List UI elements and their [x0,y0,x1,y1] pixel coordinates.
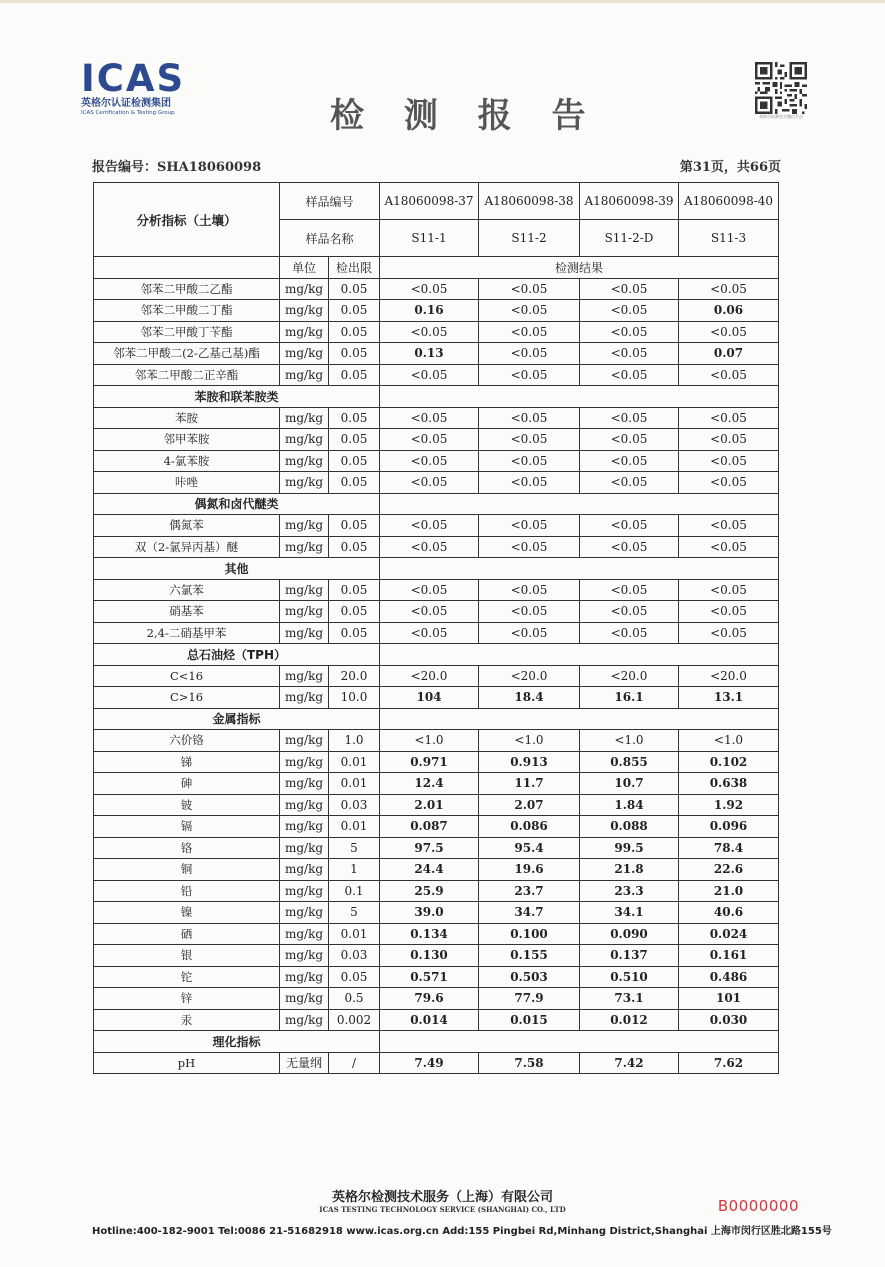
limit-cell: 0.002 [329,1009,380,1031]
result-cell: <0.05 [580,472,679,494]
result-cell: 7.58 [479,1052,580,1074]
unit-cell: mg/kg [280,622,329,644]
result-cell: <1.0 [479,730,580,752]
unit-cell: mg/kg [280,966,329,988]
analyte-name: 邻苯二甲酸二(2-乙基己基)酯 [94,343,280,365]
limit-cell: 0.05 [329,321,380,343]
limit-cell: 0.05 [329,472,380,494]
result-cell: <0.05 [380,429,479,451]
unit-cell: mg/kg [280,665,329,687]
limit-cell: 0.01 [329,923,380,945]
table-row [94,300,779,322]
unit-cell: mg/kg [280,923,329,945]
result-cell: <0.05 [380,472,479,494]
result-cell: <0.05 [479,321,580,343]
result-cell: <0.05 [679,515,779,537]
section-blank [380,493,779,515]
section-title: 其他 [94,558,380,580]
table-row [94,450,779,472]
limit-cell: 0.05 [329,407,380,429]
limit-cell: 0.5 [329,988,380,1010]
section-title: 金属指标 [94,708,380,730]
result-cell: <0.05 [679,622,779,644]
result-cell: <0.05 [479,622,580,644]
result-cell: <0.05 [580,622,679,644]
limit-cell: 0.05 [329,429,380,451]
result-cell: 0.134 [380,923,479,945]
result-cell: 12.4 [380,773,479,795]
result-cell: 0.014 [380,1009,479,1031]
results-table-body [94,183,779,1074]
result-cell: 34.7 [479,902,580,924]
sample-id-cell: A18060098-38 [479,183,580,220]
analyte-name: pH [94,1052,280,1074]
unit-cell: mg/kg [280,536,329,558]
result-cell: <0.05 [679,450,779,472]
unit-cell: mg/kg [280,601,329,623]
result-cell: 0.130 [380,945,479,967]
result-cell: 7.62 [679,1052,779,1074]
limit-cell: 0.05 [329,536,380,558]
limit-cell: 0.05 [329,364,380,386]
result-cell: <0.05 [679,601,779,623]
result-cell: 0.102 [679,751,779,773]
result-cell: 22.6 [679,859,779,881]
table-row [94,773,779,795]
analyte-name: 铜 [94,859,280,881]
analyte-name: C>16 [94,687,280,709]
table-row [94,343,779,365]
analyte-name: 硒 [94,923,280,945]
analysis-label: 分析指标（土壤） [94,183,280,257]
result-cell: 0.030 [679,1009,779,1031]
sample-name-cell: S11-3 [679,220,779,257]
footer-company-en: ICAS TESTING TECHNOLOGY SERVICE (SHANGHAI) CO., LTD [319,1205,566,1214]
result-cell: 19.6 [479,859,580,881]
result-cell: <0.05 [380,622,479,644]
unit-label: 单位 [280,257,329,279]
result-cell: 97.5 [380,837,479,859]
analyte-name: 2,4-二硝基甲苯 [94,622,280,644]
table-row [94,859,779,881]
unit-cell: mg/kg [280,450,329,472]
analyte-name: 铬 [94,837,280,859]
result-cell: 1.84 [580,794,679,816]
result-cell: 21.8 [580,859,679,881]
section-row [94,493,779,515]
table-row [94,536,779,558]
analyte-name: 砷 [94,773,280,795]
unit-cell: mg/kg [280,902,329,924]
table-row [94,622,779,644]
unit-cell: mg/kg [280,1009,329,1031]
footer-company-cn: 英格尔检测技术服务（上海）有限公司 [331,1190,553,1205]
limit-cell: 0.05 [329,278,380,300]
result-cell: <0.05 [479,343,580,365]
analyte-name: 银 [94,945,280,967]
result-cell: <0.05 [580,536,679,558]
unit-cell: mg/kg [280,429,329,451]
table-row [94,945,779,967]
limit-cell: 0.05 [329,579,380,601]
company-logo [81,57,193,122]
header-row-units [94,257,779,279]
table-row [94,407,779,429]
limit-cell: 0.05 [329,601,380,623]
limit-cell: 1 [329,859,380,881]
result-cell: <0.05 [679,579,779,601]
analyte-name: 六价铬 [94,730,280,752]
analyte-name: 锑 [94,751,280,773]
result-cell: 2.07 [479,794,580,816]
limit-cell: 0.05 [329,966,380,988]
qr-caption: 英格尔检测官方微信平台 [759,114,803,119]
table-row [94,665,779,687]
result-cell: <0.05 [679,536,779,558]
section-blank [380,386,779,408]
result-cell: 0.07 [679,343,779,365]
result-cell: 1.92 [679,794,779,816]
result-cell: 99.5 [580,837,679,859]
result-cell: 24.4 [380,859,479,881]
result-cell: 0.155 [479,945,580,967]
limit-cell: 0.05 [329,300,380,322]
result-label: 检测结果 [380,257,779,279]
sample-id-label: 样品编号 [280,183,380,220]
blank-cell [94,257,280,279]
result-cell: <0.05 [580,579,679,601]
result-cell: <0.05 [380,278,479,300]
unit-cell: mg/kg [280,364,329,386]
table-row [94,429,779,451]
unit-cell: mg/kg [280,278,329,300]
analyte-name: 4-氯苯胺 [94,450,280,472]
limit-label: 检出限 [329,257,380,279]
unit-cell: mg/kg [280,515,329,537]
report-number: 报告编号：SHA18060098 [92,160,262,175]
table-row [94,966,779,988]
unit-cell: mg/kg [280,880,329,902]
result-cell: 0.16 [380,300,479,322]
result-cell: <0.05 [679,278,779,300]
result-cell: 0.971 [380,751,479,773]
footer-code: B0000000 [717,1197,799,1215]
result-cell: <0.05 [380,364,479,386]
result-cell: <0.05 [479,300,580,322]
limit-cell: 5 [329,902,380,924]
analyte-name: 邻苯二甲酸二丁酯 [94,300,280,322]
analyte-name: 六氯苯 [94,579,280,601]
limit-cell: 0.01 [329,751,380,773]
result-cell: 78.4 [679,837,779,859]
result-cell: <0.05 [380,536,479,558]
qr-code-icon [755,62,807,114]
logo-chinese-name: 英格尔认证检测集团 [81,98,171,109]
unit-cell: mg/kg [280,816,329,838]
section-row [94,386,779,408]
section-title: 苯胺和联苯胺类 [94,386,380,408]
result-cell: <0.05 [679,407,779,429]
result-cell: <20.0 [479,665,580,687]
result-cell: 23.7 [479,880,580,902]
analyte-name: 镍 [94,902,280,924]
result-cell: <0.05 [479,407,580,429]
section-blank [380,644,779,666]
result-cell: 0.012 [580,1009,679,1031]
unit-cell: mg/kg [280,794,329,816]
table-row [94,751,779,773]
result-cell: 25.9 [380,880,479,902]
section-blank [380,708,779,730]
top-rule [0,0,885,3]
result-cell: 40.6 [679,902,779,924]
analyte-name: 铍 [94,794,280,816]
logo-english-name: ICAS Certification & Testing Group [81,110,175,116]
sample-id-cell: A18060098-40 [679,183,779,220]
analyte-name: 邻苯二甲酸丁苄酯 [94,321,280,343]
result-cell: <0.05 [580,450,679,472]
analyte-name: 苯胺 [94,407,280,429]
table-row [94,472,779,494]
result-cell: <1.0 [580,730,679,752]
result-cell: 0.503 [479,966,580,988]
result-cell: 7.49 [380,1052,479,1074]
result-cell: <0.05 [580,300,679,322]
table-row [94,1009,779,1031]
table-row [94,816,779,838]
analyte-name: 镉 [94,816,280,838]
result-cell: 10.7 [580,773,679,795]
unit-cell: mg/kg [280,751,329,773]
result-cell: <0.05 [580,321,679,343]
result-cell: <0.05 [479,536,580,558]
table-row [94,1052,779,1074]
result-cell: 34.1 [580,902,679,924]
result-cell: 0.100 [479,923,580,945]
limit-cell: / [329,1052,380,1074]
analyte-name: 邻甲苯胺 [94,429,280,451]
result-cell: <0.05 [380,321,479,343]
analyte-name: C<16 [94,665,280,687]
result-cell: <20.0 [380,665,479,687]
limit-cell: 0.03 [329,945,380,967]
result-cell: <0.05 [580,429,679,451]
result-cell: 39.0 [380,902,479,924]
result-cell: <0.05 [380,601,479,623]
result-cell: 0.088 [580,816,679,838]
result-cell: 0.510 [580,966,679,988]
table-row [94,687,779,709]
result-cell: <0.05 [479,429,580,451]
limit-cell: 0.03 [329,794,380,816]
sample-name-label: 样品名称 [280,220,380,257]
result-cell: 0.086 [479,816,580,838]
result-cell: 0.161 [679,945,779,967]
sample-name-cell: S11-1 [380,220,479,257]
result-cell: <0.05 [580,601,679,623]
result-cell: <0.05 [380,450,479,472]
result-cell: <0.05 [380,579,479,601]
limit-cell: 0.1 [329,880,380,902]
limit-cell: 0.01 [329,773,380,795]
section-title: 总石油烃（TPH） [94,644,380,666]
result-cell: 7.42 [580,1052,679,1074]
footer-contact: Hotline:400-182-9001 Tel:0086 21-51682918 www.icas.org.cn Add:155 Pingbei Rd,Minhang District,Shanghai 上海市闵行区胜北路155号 [92,1226,832,1237]
unit-cell: mg/kg [280,859,329,881]
limit-cell: 0.05 [329,343,380,365]
limit-cell: 0.05 [329,622,380,644]
limit-cell: 0.01 [329,816,380,838]
table-row [94,902,779,924]
result-cell: <0.05 [679,429,779,451]
analyte-name: 邻苯二甲酸二正辛酯 [94,364,280,386]
limit-cell: 0.05 [329,450,380,472]
table-row [94,880,779,902]
result-cell: <0.05 [479,579,580,601]
sample-name-cell: S11-2 [479,220,580,257]
table-row [94,364,779,386]
result-cell: <0.05 [679,472,779,494]
unit-cell: mg/kg [280,730,329,752]
result-cell: 0.06 [679,300,779,322]
sample-name-cell: S11-2-D [580,220,679,257]
result-cell: 0.087 [380,816,479,838]
unit-cell: mg/kg [280,579,329,601]
analyte-name: 双（2-氯异丙基）醚 [94,536,280,558]
header-row-sample-ids [94,183,779,220]
result-cell: 101 [679,988,779,1010]
result-cell: 0.090 [580,923,679,945]
result-cell: 77.9 [479,988,580,1010]
result-cell: <0.05 [479,278,580,300]
unit-cell: mg/kg [280,407,329,429]
unit-cell: mg/kg [280,988,329,1010]
result-cell: 0.096 [679,816,779,838]
result-cell: <0.05 [580,407,679,429]
results-table [93,182,779,1074]
result-cell: 16.1 [580,687,679,709]
section-blank [380,558,779,580]
analyte-name: 偶氮苯 [94,515,280,537]
result-cell: 95.4 [479,837,580,859]
result-cell: 0.913 [479,751,580,773]
result-cell: 79.6 [380,988,479,1010]
result-cell: 13.1 [679,687,779,709]
result-cell: 23.3 [580,880,679,902]
table-row [94,794,779,816]
result-cell: <0.05 [580,343,679,365]
result-cell: 73.1 [580,988,679,1010]
result-cell: <0.05 [580,364,679,386]
result-cell: 104 [380,687,479,709]
unit-cell: mg/kg [280,773,329,795]
analyte-name: 硝基苯 [94,601,280,623]
result-cell: <0.05 [380,515,479,537]
result-cell: 0.024 [679,923,779,945]
table-row [94,730,779,752]
result-cell: <0.05 [380,407,479,429]
table-row [94,923,779,945]
result-cell: <0.05 [479,472,580,494]
result-cell: 21.0 [679,880,779,902]
section-title: 偶氮和卤代醚类 [94,493,380,515]
analyte-name: 汞 [94,1009,280,1031]
analyte-name: 咔唑 [94,472,280,494]
limit-cell: 5 [329,837,380,859]
limit-cell: 20.0 [329,665,380,687]
analyte-name: 锌 [94,988,280,1010]
result-cell: 0.638 [679,773,779,795]
result-cell: <20.0 [580,665,679,687]
result-cell: 0.855 [580,751,679,773]
table-row [94,321,779,343]
section-title: 理化指标 [94,1031,380,1053]
table-row [94,601,779,623]
result-cell: 0.137 [580,945,679,967]
section-row [94,708,779,730]
analyte-name: 铅 [94,880,280,902]
result-cell: <0.05 [479,601,580,623]
unit-cell: mg/kg [280,837,329,859]
table-row [94,837,779,859]
result-cell: 11.7 [479,773,580,795]
result-cell: 0.486 [679,966,779,988]
result-cell: <0.05 [679,321,779,343]
section-row [94,1031,779,1053]
unit-cell: mg/kg [280,472,329,494]
result-cell: <0.05 [580,515,679,537]
analyte-name: 邻苯二甲酸二乙酯 [94,278,280,300]
unit-cell: mg/kg [280,321,329,343]
sample-id-cell: A18060098-39 [580,183,679,220]
section-row [94,644,779,666]
limit-cell: 0.05 [329,515,380,537]
section-row [94,558,779,580]
table-row [94,515,779,537]
sample-id-cell: A18060098-37 [380,183,479,220]
result-cell: <1.0 [679,730,779,752]
result-cell: <1.0 [380,730,479,752]
table-row [94,278,779,300]
unit-cell: mg/kg [280,687,329,709]
table-row [94,579,779,601]
result-cell: <20.0 [679,665,779,687]
result-cell: 0.015 [479,1009,580,1031]
result-cell: <0.05 [479,515,580,537]
limit-cell: 1.0 [329,730,380,752]
page-info: 第31页，共66页 [679,160,781,175]
unit-cell: mg/kg [280,945,329,967]
result-cell: 2.01 [380,794,479,816]
result-cell: 0.571 [380,966,479,988]
logo-text: ICAS [81,57,186,100]
unit-cell: mg/kg [280,343,329,365]
result-cell: <0.05 [479,364,580,386]
analyte-name: 铊 [94,966,280,988]
unit-cell: 无量纲 [280,1052,329,1074]
result-cell: 18.4 [479,687,580,709]
table-row [94,988,779,1010]
section-blank [380,1031,779,1053]
result-cell: <0.05 [580,278,679,300]
page-title: 检 测 报 告 [330,96,600,136]
result-cell: 0.13 [380,343,479,365]
limit-cell: 10.0 [329,687,380,709]
unit-cell: mg/kg [280,300,329,322]
result-cell: <0.05 [679,364,779,386]
result-cell: <0.05 [479,450,580,472]
